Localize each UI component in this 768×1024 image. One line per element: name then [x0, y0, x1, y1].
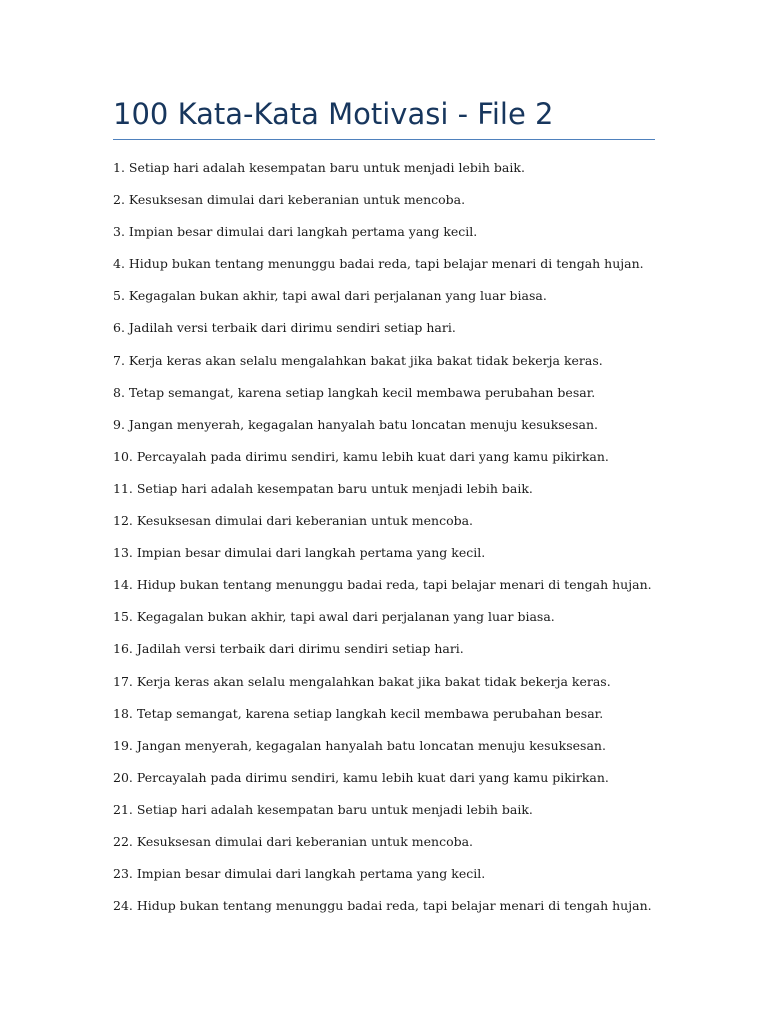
- quote-item: 15. Kegagalan bukan akhir, tapi awal dari perjalanan yang luar biasa.: [113, 609, 555, 625]
- quote-item: 11. Setiap hari adalah kesempatan baru untuk menjadi lebih baik.: [113, 480, 533, 496]
- quote-item: 10. Percayalah pada dirimu sendiri, kamu lebih kuat dari yang kamu pikirkan.: [113, 448, 609, 464]
- quote-item: 24. Hidup bukan tentang menunggu badai reda, tapi belajar menari di tengah hujan.: [113, 898, 652, 914]
- quote-item: 9. Jangan menyerah, kegagalan hanyalah batu loncatan menuju kesuksesan.: [113, 416, 598, 432]
- quote-item: 5. Kegagalan bukan akhir, tapi awal dari perjalanan yang luar biasa.: [113, 288, 547, 304]
- quote-item: 20. Percayalah pada dirimu sendiri, kamu lebih kuat dari yang kamu pikirkan.: [113, 769, 609, 785]
- quote-item: 6. Jadilah versi terbaik dari dirimu sendiri setiap hari.: [113, 320, 456, 336]
- quote-item: 17. Kerja keras akan selalu mengalahkan bakat jika bakat tidak bekerja keras.: [113, 673, 611, 689]
- quote-item: 12. Kesuksesan dimulai dari keberanian untuk mencoba.: [113, 513, 474, 529]
- quote-item: 7. Kerja keras akan selalu mengalahkan bakat jika bakat tidak bekerja keras.: [113, 352, 603, 368]
- quote-item: 16. Jadilah versi terbaik dari dirimu sendiri setiap hari.: [113, 641, 464, 657]
- quote-item: 19. Jangan menyerah, kegagalan hanyalah batu loncatan menuju kesuksesan.: [113, 737, 606, 753]
- title-divider: [113, 139, 655, 140]
- document-title: 100 Kata-Kata Motivasi - File 2: [113, 97, 554, 131]
- quote-list: [113, 156, 652, 926]
- quote-item: 2. Kesuksesan dimulai dari keberanian untuk mencoba.: [113, 192, 466, 208]
- quote-item: 4. Hidup bukan tentang menunggu badai reda, tapi belajar menari di tengah hujan.: [113, 256, 644, 272]
- quote-item: 14. Hidup bukan tentang menunggu badai reda, tapi belajar menari di tengah hujan.: [113, 577, 652, 593]
- quote-item: 1. Setiap hari adalah kesempatan baru untuk menjadi lebih baik.: [113, 160, 525, 175]
- quote-item: 3. Impian besar dimulai dari langkah pertama yang kecil.: [113, 224, 478, 240]
- quote-item: 21. Setiap hari adalah kesempatan baru untuk menjadi lebih baik.: [113, 801, 533, 817]
- quote-item: 8. Tetap semangat, karena setiap langkah kecil membawa perubahan besar.: [113, 384, 596, 400]
- quote-item: 23. Impian besar dimulai dari langkah pertama yang kecil.: [113, 866, 486, 882]
- quote-item: 18. Tetap semangat, karena setiap langkah kecil membawa perubahan besar.: [113, 705, 604, 721]
- quote-item: 13. Impian besar dimulai dari langkah pertama yang kecil.: [113, 545, 486, 561]
- quote-item: 22. Kesuksesan dimulai dari keberanian untuk mencoba.: [113, 833, 474, 849]
